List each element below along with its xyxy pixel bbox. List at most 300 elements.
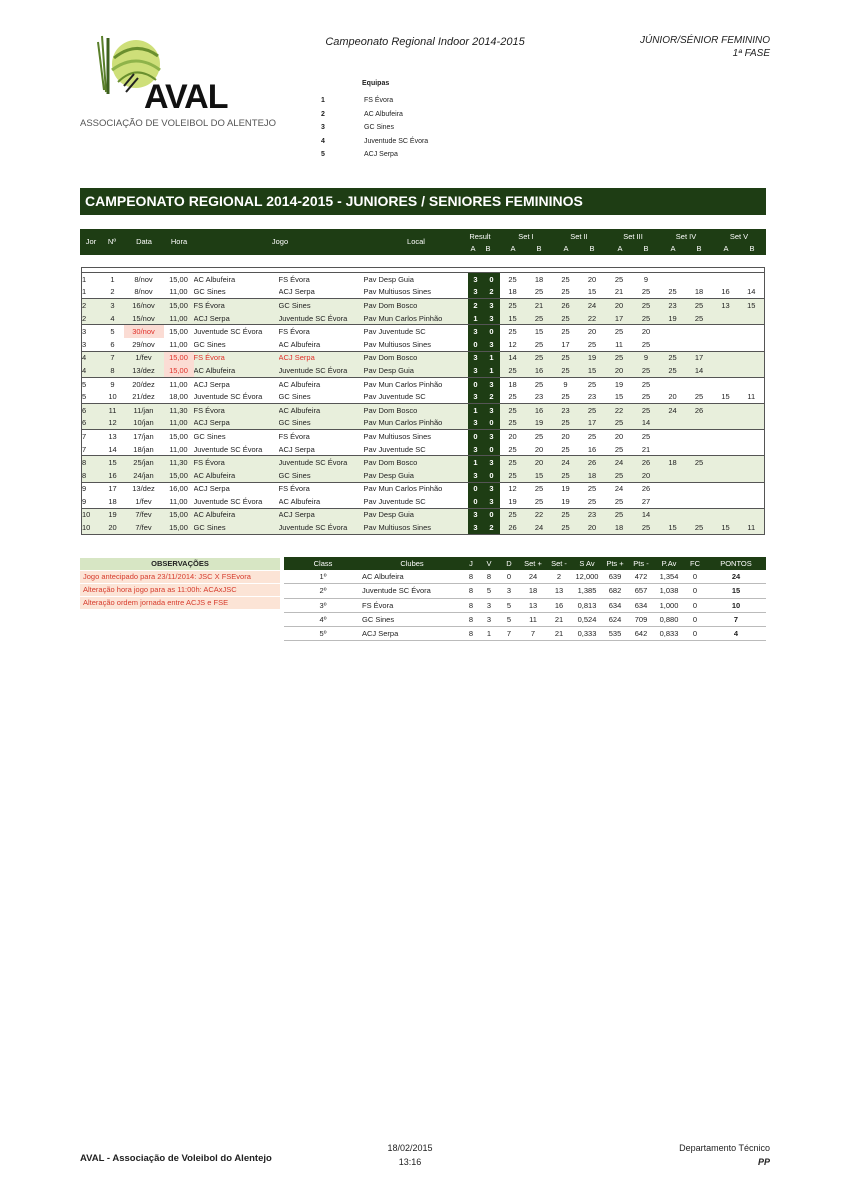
game-away-team: ACJ Serpa [279,351,364,364]
set-score [713,364,739,377]
set-score [660,508,686,521]
set-score [739,469,765,482]
set-score [713,482,739,495]
game-venue: Pav Dom Bosco [364,403,468,416]
observations-heading: OBSERVAÇÕES [80,558,280,570]
game-time: 11,00 [164,417,194,430]
set-score: 23 [579,508,606,521]
result-a: 0 [468,377,484,390]
set-score: 25 [633,364,660,377]
game-home-team: AC Albufeira [194,469,279,482]
set-score: 25 [606,508,633,521]
set-score [686,417,713,430]
game-date: 30/nov [124,325,164,338]
result-b: 3 [484,403,500,416]
game-away-team: Juventude SC Évora [279,364,364,377]
set-score [686,508,713,521]
class-cell: 10 [731,600,741,610]
set-score: 13 [713,299,739,312]
game-num: 5 [102,325,124,338]
col-result-b: B [485,244,491,253]
game-row [82,469,765,482]
class-header: PONTOS [706,557,766,570]
set-score: 19 [508,496,517,506]
set-score: 20 [579,273,606,286]
class-cell: 15 [731,586,741,596]
game-away-team: Juventude SC Évora [279,521,364,534]
game-venue: Pav Multiusos Sines [363,287,432,297]
set-score: 14 [633,508,660,521]
result-a: 1 [468,312,484,325]
class-cell: 7 [733,615,739,625]
game-jor: 4 [82,351,102,364]
set-score: 21 [614,287,624,297]
result-a: 0 [468,338,484,351]
set-score: 18 [606,521,633,534]
col-set1-b: B [536,244,542,253]
class-cell: 12,000 [575,572,599,582]
set-score: 25 [526,351,553,364]
competition-banner: CAMPEONATO REGIONAL 2014-2015 - JUNIORES / SENIORES FEMININOS [80,188,766,215]
game-num: 3 [102,299,124,312]
set-score: 25 [633,430,660,443]
result-a: 3 [468,469,484,482]
result-a: 3 [468,417,484,430]
game-row [82,495,765,508]
set-score: 16 [587,444,597,454]
team-number: 4 [321,137,325,145]
set-score: 20 [606,364,633,377]
set-score: 25 [526,482,553,495]
set-score: 25 [633,403,660,416]
game-jor: 1 [82,273,102,286]
class-header: V [480,557,498,570]
classification-table [284,557,766,641]
class-cell: 2 [556,572,562,582]
result-a: 1 [468,456,484,469]
set-score: 25 [587,339,597,349]
col-set2-a: A [563,244,569,253]
game-date: 8/nov [124,273,164,286]
class-row [284,627,766,641]
result-a: 3 [468,351,484,364]
set-score [686,469,713,482]
game-num: 15 [102,456,124,469]
game-row [82,312,765,325]
result-a: 3 [468,364,484,377]
game-home-team: AC Albufeira [194,273,279,286]
game-home-team: ACJ Serpa [194,377,279,390]
set-score: 26 [633,482,660,495]
result-a: 3 [468,390,484,403]
class-cell: 709 [634,615,648,625]
result-b: 0 [484,443,500,456]
game-home-team: ACJ Serpa [194,417,279,430]
game-num: 8 [102,364,124,377]
game-date: 24/jan [124,469,164,482]
set-score: 26 [686,403,713,416]
set-score: 12 [508,339,517,349]
set-score: 25 [660,351,686,364]
game-home-team: FS Évora [194,403,279,416]
class-cell: 3 [506,586,512,596]
team-number: 5 [321,151,325,158]
game-venue: Pav Multiusos Sines [363,339,432,349]
game-jor: 5 [82,392,87,402]
set-score: 18 [500,377,526,390]
col-set1-a: A [510,244,516,253]
game-num: 10 [108,392,117,402]
game-time: 15,00 [164,299,194,312]
set-score: 20 [553,430,579,443]
class-cell: ACJ Serpa [362,629,399,639]
game-date: 8/nov [134,287,153,297]
game-time: 11,30 [164,403,194,416]
games-table [81,267,765,535]
game-num: 19 [102,508,124,521]
game-date: 21/dez [132,392,155,402]
game-row [82,417,765,430]
result-b: 3 [484,299,500,312]
class-cell: 0 [692,600,698,610]
team-name: ACJ Serpa [364,151,398,158]
footer-date: 18/02/2015 [387,1143,433,1153]
col-num: Nº [107,237,117,246]
set-score: 27 [641,496,651,506]
col-set4-a: A [670,244,676,253]
set-score: 23 [587,392,597,402]
set-score: 21 [641,444,651,454]
set-score [713,403,739,416]
set-score: 22 [606,403,633,416]
set-score: 25 [553,521,579,534]
game-num: 14 [108,444,117,454]
game-row [82,482,765,495]
set-score: 25 [553,417,579,430]
set-score: 17 [606,312,633,325]
result-b: 2 [484,521,500,534]
set-score [739,508,765,521]
set-score: 25 [526,312,553,325]
set-score: 20 [633,325,660,338]
col-set4-b: B [696,244,702,253]
result-a: 3 [468,443,484,456]
teams-list [316,80,428,165]
class-cell: 13 [554,586,564,596]
set-score: 20 [606,299,633,312]
class-cell: 8 [468,629,474,639]
game-date: 20/dez [124,377,164,390]
class-header: Pts - [628,557,654,570]
set-score: 15 [739,299,765,312]
set-score [713,443,739,456]
set-score [660,495,686,508]
game-row [82,508,765,521]
game-num: 16 [102,469,124,482]
set-score [739,430,765,443]
game-row [82,390,765,403]
observation-2: Alteração hora jogo para as 11:00h: ACAxJSC [80,584,280,596]
class-header: Set + [520,557,546,570]
set-score: 25 [660,364,686,377]
class-cell: 8 [468,600,474,610]
result-a: 2 [468,299,484,312]
set-score: 15 [721,392,730,402]
game-venue: Pav Juventude SC [363,496,426,506]
game-away-team: AC Albufeira [278,339,321,349]
game-num: 20 [102,521,124,534]
game-venue: Pav Juventude SC [363,444,426,454]
set-score: 24 [553,456,579,469]
class-cell: 642 [634,629,648,639]
result-b: 0 [484,417,500,430]
set-score: 26 [633,456,660,469]
set-score: 19 [526,417,553,430]
col-local: Local [407,237,425,246]
class-cell: 11 [529,615,537,625]
game-date: 13/dez [124,364,164,377]
set-score [739,495,765,508]
set-score: 23 [660,299,686,312]
result-a: 1 [468,403,484,416]
set-score: 25 [641,339,651,349]
set-score: 18 [579,469,606,482]
set-score: 25 [500,299,526,312]
set-score: 25 [534,496,544,506]
game-date: 1/fev [135,496,152,506]
game-away-team: AC Albufeira [279,377,364,390]
set-score: 20 [534,444,544,454]
set-score [686,482,713,495]
set-score: 15 [660,521,686,534]
game-num: 1 [102,273,124,286]
class-cell: AC Albufeira [362,572,404,582]
set-score: 22 [526,508,553,521]
game-venue: Pav Desp Guia [364,273,468,286]
set-score: 25 [500,364,526,377]
set-score [660,325,686,338]
set-score [713,312,739,325]
category: JÚNIOR/SÉNIOR FEMININO [639,35,770,46]
game-jor: 7 [82,444,87,454]
game-venue: Pav Desp Guia [364,508,468,521]
result-b: 3 [484,338,500,351]
set-score: 25 [686,521,713,534]
result-a: 3 [468,325,484,338]
set-score: 25 [686,456,713,469]
set-score: 25 [606,325,633,338]
set-score [713,495,739,508]
team-name: Juventude SC Évora [364,137,429,145]
set-score: 25 [500,273,526,286]
class-cell: 0,524 [577,615,597,625]
set-score [713,377,739,390]
team-number: 2 [321,110,325,118]
set-score: 25 [534,339,544,349]
class-header: Clubes [362,557,462,570]
set-score: 19 [660,312,686,325]
set-score [660,482,686,495]
result-b: 3 [484,495,500,508]
class-cell: 1º [319,572,327,582]
team-row [316,151,428,165]
class-cell: 13 [528,600,538,610]
col-result: Result [469,232,491,241]
category-block [640,34,770,60]
team-row [316,97,428,111]
class-cell: 1,354 [659,572,679,582]
game-jor: 4 [82,364,102,377]
game-away-team: AC Albufeira [279,403,364,416]
set-score: 25 [614,444,624,454]
set-score: 19 [553,482,579,495]
class-cell: 7 [506,629,512,639]
class-cell: 682 [608,586,622,596]
col-set1: Set I [518,232,534,241]
class-cell: 7 [530,629,536,639]
game-time: 16,00 [164,482,194,495]
game-time: 11,00 [169,444,188,454]
class-header: FC [684,557,706,570]
phase: 1ª FASE [732,48,770,59]
class-cell: 5 [486,586,492,596]
class-cell: 24 [731,572,741,582]
game-jor: 10 [82,521,102,534]
game-away-team: Juventude SC Évora [279,312,364,325]
game-venue: Pav Juventude SC [364,325,468,338]
game-venue: Pav Mun Carlos Pinhão [364,482,468,495]
class-row [284,598,766,612]
set-score [713,508,739,521]
set-score [739,456,765,469]
set-score: 25 [508,444,517,454]
class-cell: 639 [608,572,622,582]
set-score: 20 [526,456,553,469]
set-score [739,377,765,390]
set-score: 25 [553,325,579,338]
col-set3-a: A [617,244,623,253]
observation-3: Alteração ordem jornada entre ACJS e FSE [80,597,280,609]
col-jor: Jor [85,237,97,246]
game-home-team: AC Albufeira [194,508,279,521]
class-cell: 0 [506,572,512,582]
class-cell: 5 [506,615,512,625]
col-set5-a: A [723,244,729,253]
result-b: 1 [484,364,500,377]
set-score: 20 [500,430,526,443]
class-cell: 0,813 [577,600,597,610]
set-score: 9 [553,377,579,390]
set-score: 18 [508,287,517,297]
set-score: 25 [553,312,579,325]
set-score: 17 [686,351,713,364]
set-score: 11 [615,339,623,349]
set-score: 25 [500,325,526,338]
game-home-team: FS Évora [194,299,279,312]
set-score: 25 [614,496,624,506]
class-cell: 0 [692,629,698,639]
class-cell: 3 [486,600,492,610]
game-home-team: GC Sines [194,430,279,443]
set-score: 19 [561,496,570,506]
team-number: 3 [321,124,325,131]
game-time: 11,00 [164,312,194,325]
game-num: 4 [102,312,124,325]
set-score: 16 [526,403,553,416]
game-row [82,521,765,534]
class-cell: 1 [486,629,492,639]
game-away-team: FS Évora [279,273,364,286]
game-venue: Pav Mun Carlos Pinhão [364,417,468,430]
class-header: Class [284,557,362,570]
set-score: 20 [579,325,606,338]
class-cell: 0 [692,572,698,582]
set-score: 25 [579,482,606,495]
game-date: 18/jan [133,444,154,454]
set-score: 25 [633,312,660,325]
game-time: 18,00 [169,392,188,402]
game-time: 15,00 [164,430,194,443]
game-row [82,443,765,456]
class-cell: 4º [319,615,327,625]
footer-datetime [370,1141,450,1169]
set-score [713,417,739,430]
set-score [739,482,765,495]
set-score: 24 [660,403,686,416]
set-score: 25 [633,521,660,534]
game-jor: 9 [82,482,102,495]
result-a: 3 [468,273,484,286]
footer-org: AVAL - Associação de Voleibol do Alentejo [80,1153,272,1164]
class-row [284,612,766,626]
result-a: 0 [468,482,484,495]
set-score [713,469,739,482]
set-score: 25 [641,287,651,297]
game-venue: Pav Dom Bosco [364,299,468,312]
class-cell: 1,000 [659,600,679,610]
set-score: 18 [526,273,553,286]
set-score: 26 [553,299,579,312]
set-score: 25 [508,392,517,402]
game-time: 11,00 [169,496,188,506]
class-cell: GC Sines [362,615,395,625]
game-jor: 1 [82,287,87,297]
set-score [739,325,765,338]
game-date: 17/jan [124,430,164,443]
class-cell: 3º [319,600,327,610]
game-home-team: GC Sines [193,339,226,349]
team-name: AC Albufeira [364,110,403,118]
game-date: 15/nov [124,312,164,325]
game-jor: 5 [82,377,102,390]
set-score: 24 [579,299,606,312]
set-score: 25 [606,351,633,364]
set-score: 25 [579,377,606,390]
class-cell: 0,333 [577,629,597,639]
set-score: 15 [526,325,553,338]
set-score: 15 [579,364,606,377]
class-cell: 0 [692,615,698,625]
observation-1: Jogo antecipado para 23/11/2014: JSC X FSEvora [80,571,280,583]
class-cell: 8 [486,572,492,582]
col-result-a: A [470,244,476,253]
game-home-team: Juventude SC Évora [193,444,263,454]
page-title: Campeonato Regional Indoor 2014-2015 [325,36,525,48]
game-venue: Pav Dom Bosco [364,351,468,364]
result-b: 3 [484,430,500,443]
class-cell: 2º [319,586,327,596]
game-row [82,351,765,364]
